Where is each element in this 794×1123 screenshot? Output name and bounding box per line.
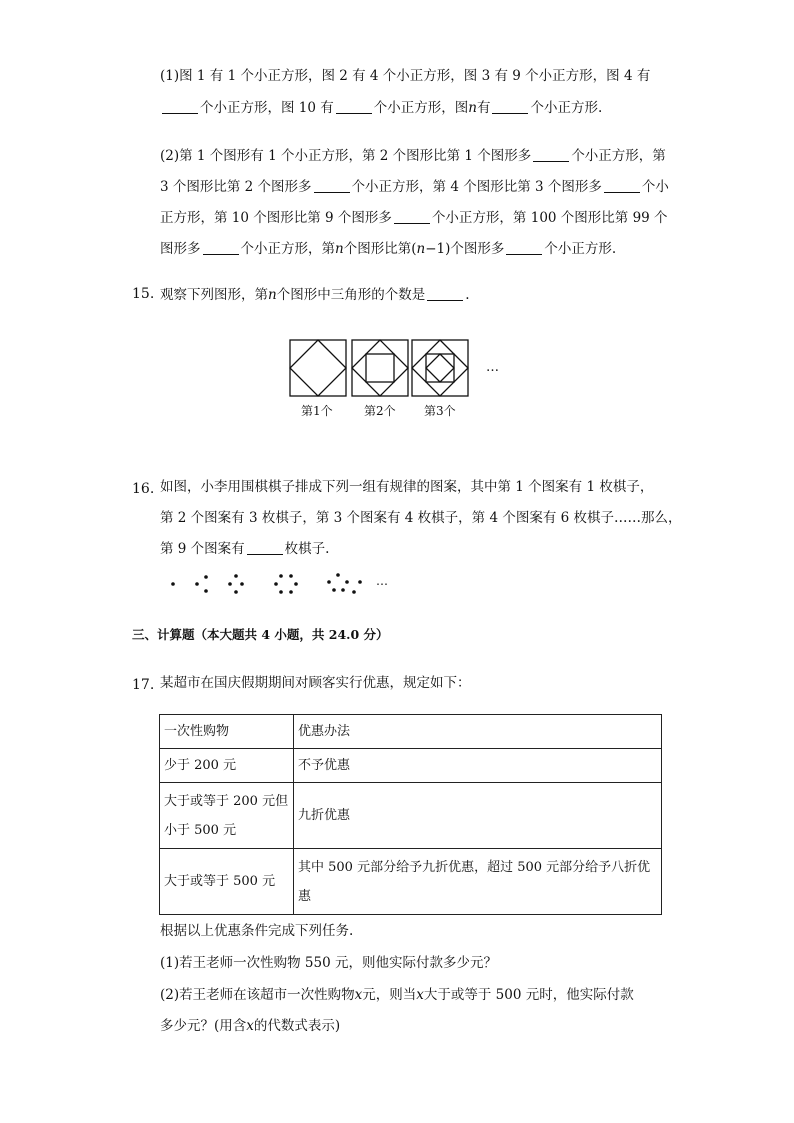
answer-blank[interactable] bbox=[427, 286, 463, 301]
text: −1)个图形多 bbox=[425, 241, 505, 257]
text: 元，则当 bbox=[362, 987, 417, 1003]
diamond-inner bbox=[426, 354, 454, 382]
stone bbox=[327, 580, 331, 584]
var-n: n bbox=[468, 100, 477, 116]
text: 的代数式表示) bbox=[253, 1018, 341, 1034]
section-heading: 三、计算题（本大题共 4 小题，共 24.0 分） bbox=[132, 627, 389, 642]
square-outer bbox=[352, 340, 408, 396]
q14-part2-line2 bbox=[160, 177, 669, 197]
q16-line1: 如图，小李用围棋棋子排成下列一组有规律的图案，其中第 1 个图案有 1 枚棋子， bbox=[160, 479, 654, 495]
q17-task: 根据以上优惠条件完成下列任务. bbox=[160, 923, 354, 939]
stone bbox=[352, 590, 356, 594]
stone bbox=[341, 588, 345, 592]
text: 多少元？(用含 bbox=[160, 1018, 247, 1034]
answer-blank[interactable] bbox=[314, 178, 350, 193]
caption-3: 第3个 bbox=[424, 404, 456, 418]
text: 个小正方形，第 bbox=[571, 148, 666, 164]
answer-blank[interactable] bbox=[506, 240, 542, 255]
q14-part2-line3 bbox=[160, 208, 668, 228]
q15-figure bbox=[285, 336, 500, 398]
text: 个图形比第( bbox=[343, 241, 417, 257]
diamond bbox=[412, 340, 468, 396]
caption-2: 第2个 bbox=[364, 404, 396, 418]
table-cell: 大于或等于 200 元但小于 500 元 bbox=[160, 783, 294, 849]
var-x: x bbox=[416, 987, 424, 1003]
stone bbox=[204, 589, 208, 593]
diamond bbox=[290, 340, 346, 396]
table-header-cell: 一次性购物 bbox=[160, 715, 294, 749]
q14-part2-line4 bbox=[160, 239, 616, 259]
stone bbox=[171, 582, 175, 586]
stone bbox=[358, 580, 362, 584]
text: 第 9 个图案有 bbox=[160, 541, 245, 557]
q14-part1-line1: (1)图 1 有 1 个小正方形，图 2 有 4 个小正方形，图 3 有 9 个小正方形，图 4 有 bbox=[160, 68, 651, 84]
stone bbox=[195, 582, 199, 586]
text: 个小正方形. bbox=[530, 100, 603, 116]
q16-line3 bbox=[160, 539, 329, 559]
caption-1: 第1个 bbox=[301, 404, 333, 418]
q17-intro: 某超市在国庆假期期间对顾客实行优惠，规定如下： bbox=[160, 675, 471, 691]
var-x: x bbox=[246, 1018, 254, 1034]
table-row bbox=[160, 749, 662, 783]
text: 个小正方形，图 10 有 bbox=[200, 100, 334, 116]
q17-sub1: (1)若王老师一次性购物 550 元，则他实际付款多少元？ bbox=[160, 955, 497, 971]
var-n: n bbox=[335, 241, 344, 257]
text: . bbox=[465, 287, 470, 303]
question-number: 15. bbox=[132, 286, 155, 302]
text: 正方形，第 10 个图形比第 9 个图形多 bbox=[160, 210, 392, 226]
text: (2)第 1 个图形有 1 个小正方形，第 2 个图形比第 1 个图形多 bbox=[160, 148, 532, 164]
stone bbox=[240, 582, 244, 586]
var-n: n bbox=[416, 241, 426, 257]
answer-blank[interactable] bbox=[533, 147, 569, 162]
square-inner bbox=[366, 354, 394, 382]
text: 个小正方形，第 bbox=[240, 241, 335, 257]
square-outer bbox=[412, 340, 468, 396]
answer-blank[interactable] bbox=[247, 540, 283, 555]
answer-blank[interactable] bbox=[203, 240, 239, 255]
square-inner bbox=[426, 354, 454, 382]
ellipsis: … bbox=[376, 574, 388, 588]
q14-part2-line1 bbox=[160, 146, 666, 166]
table-cell: 大于或等于 500 元 bbox=[160, 849, 294, 915]
stone bbox=[234, 590, 238, 594]
stone bbox=[289, 590, 293, 594]
square-outer bbox=[290, 340, 346, 396]
text: 观察下列图形，第 bbox=[160, 287, 268, 303]
ellipsis: … bbox=[486, 360, 499, 375]
text: 大于或等于 500 元时，他实际付款 bbox=[423, 987, 634, 1003]
answer-blank[interactable] bbox=[336, 99, 372, 114]
q17-sub2-line1 bbox=[160, 985, 634, 1005]
text: 枚棋子. bbox=[284, 541, 330, 557]
answer-blank[interactable] bbox=[394, 209, 430, 224]
table-cell: 不予优惠 bbox=[294, 749, 662, 783]
table-row bbox=[160, 849, 662, 915]
text: (2)若王老师在该超市一次性购物 bbox=[160, 987, 355, 1003]
q17-sub2-line2 bbox=[160, 1016, 340, 1036]
text: 个小正方形，第 4 个图形比第 3 个图形多 bbox=[351, 179, 602, 195]
answer-blank[interactable] bbox=[492, 99, 528, 114]
stone bbox=[204, 575, 208, 579]
text: 3 个图形比第 2 个图形多 bbox=[160, 179, 312, 195]
stone bbox=[294, 582, 298, 586]
stone bbox=[234, 574, 238, 578]
text: 个小正方形，图 bbox=[373, 100, 469, 116]
text: 个小正方形，第 100 个图形比第 99 个 bbox=[431, 210, 668, 226]
q14-part1-line2 bbox=[160, 98, 602, 118]
stone bbox=[274, 582, 278, 586]
q16-stone-patterns bbox=[160, 566, 375, 600]
var-x: x bbox=[354, 987, 363, 1003]
discount-table bbox=[159, 714, 662, 915]
answer-blank[interactable] bbox=[604, 178, 640, 193]
text: 个小正方形. bbox=[544, 241, 617, 257]
q16-line2: 第 2 个图案有 3 枚棋子，第 3 个图案有 4 枚棋子，第 4 个图案有 6 枚棋子……那么， bbox=[160, 510, 682, 526]
stone bbox=[228, 582, 232, 586]
table-cell: 少于 200 元 bbox=[160, 749, 294, 783]
table-cell: 九折优惠 bbox=[294, 783, 662, 849]
stone bbox=[289, 574, 293, 578]
question-number: 17. bbox=[132, 677, 155, 693]
text: 个图形中三角形的个数是 bbox=[276, 287, 426, 303]
text: 有 bbox=[476, 100, 491, 116]
stone bbox=[279, 590, 283, 594]
question-number: 16. bbox=[132, 481, 155, 497]
stone bbox=[336, 573, 340, 577]
table-header-cell: 优惠办法 bbox=[294, 715, 662, 749]
text: 图形多 bbox=[160, 241, 201, 257]
text: 个小 bbox=[641, 179, 669, 195]
stone bbox=[279, 574, 283, 578]
table-cell: 其中 500 元部分给予九折优惠，超过 500 元部分给予八折优惠 bbox=[294, 849, 662, 915]
stone bbox=[332, 588, 336, 592]
table-row bbox=[160, 715, 662, 749]
var-n: n bbox=[268, 287, 277, 303]
q15-text bbox=[160, 285, 470, 305]
answer-blank[interactable] bbox=[162, 99, 198, 114]
diamond bbox=[352, 340, 408, 396]
table-row bbox=[160, 783, 662, 849]
stone bbox=[345, 580, 349, 584]
